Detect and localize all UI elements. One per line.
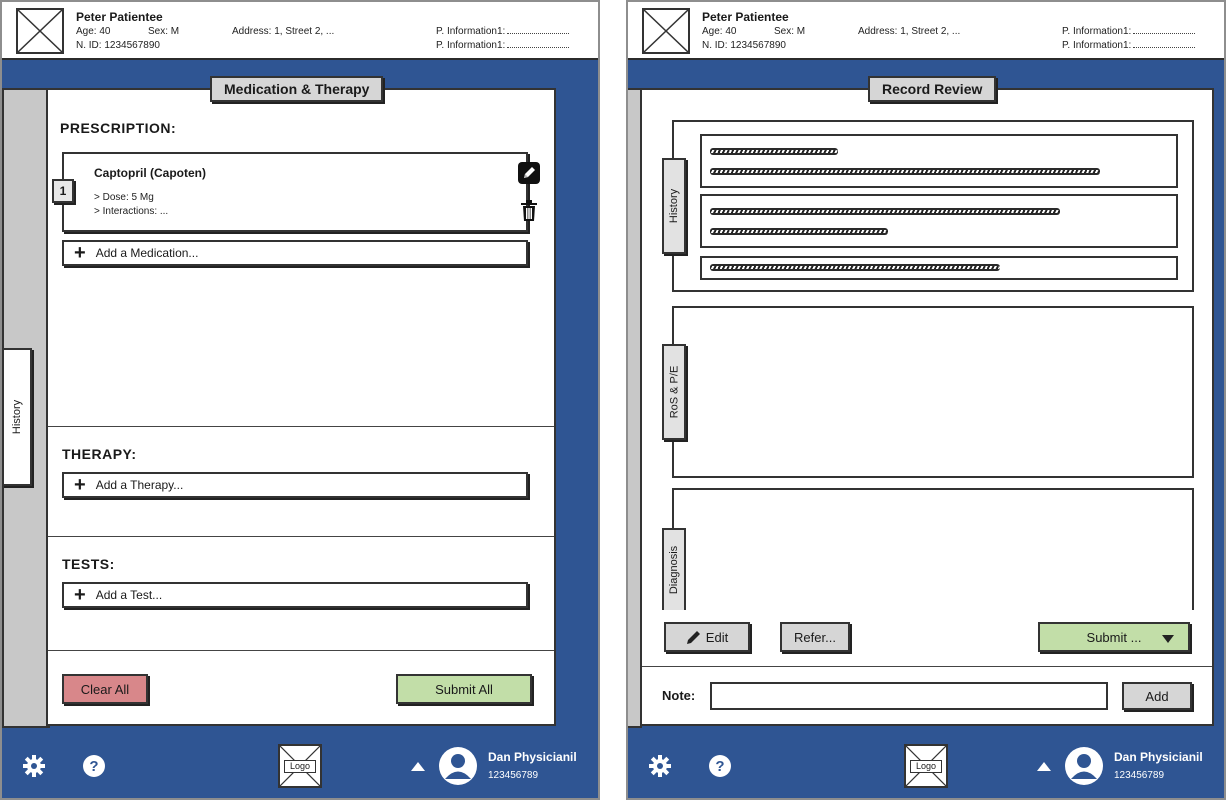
logo — [278, 744, 322, 788]
submit-dropdown-button[interactable] — [1038, 622, 1190, 652]
clear-all-button[interactable]: Clear All — [62, 674, 148, 704]
medication-dose: > Dose: 5 Mg — [94, 192, 154, 203]
submit-all-button[interactable]: Submit All — [396, 674, 532, 704]
patient-info-1 — [1062, 26, 1195, 37]
tab-ros-pe[interactable] — [662, 344, 686, 440]
patient-photo — [16, 8, 64, 54]
medication-interactions: > Interactions: ... — [94, 206, 169, 217]
tab-history[interactable] — [662, 158, 686, 254]
svg-text:?: ? — [89, 758, 99, 775]
patient-info-2 — [436, 40, 569, 51]
add-test-button[interactable] — [62, 582, 528, 608]
plus-icon: + — [74, 474, 86, 496]
patient-address: Address: 1, Street 2, ... — [232, 26, 335, 37]
patient-photo — [642, 8, 690, 54]
caret-down-icon — [1162, 635, 1174, 643]
patient-name: Peter Patientee — [76, 10, 163, 24]
patient-info-2-label: P. Information1: — [436, 40, 506, 51]
patient-sex: Sex: M — [148, 26, 180, 37]
history-entry[interactable] — [700, 194, 1178, 248]
avatar[interactable] — [438, 746, 478, 786]
add-note-button[interactable]: Add — [1122, 682, 1192, 710]
medication-name: Captopril (Capoten) — [94, 166, 206, 180]
pencil-icon[interactable] — [518, 162, 540, 184]
redacted-text — [710, 208, 1060, 215]
patient-info-1-label: P. Information1: — [436, 26, 506, 37]
tab-history-label: History — [668, 188, 681, 224]
redacted-text — [710, 264, 1000, 271]
prescription-label: PRESCRIPTION: — [60, 120, 177, 136]
history-section — [672, 120, 1194, 292]
add-therapy-label: Add a Therapy... — [95, 478, 184, 492]
tests-label: TESTS: — [62, 556, 115, 572]
patient-info-2-label: P. Information1: — [1062, 40, 1132, 51]
note-input[interactable] — [710, 682, 1108, 710]
user-name: Dan Physicianil — [488, 750, 577, 764]
tab-history[interactable] — [2, 348, 32, 486]
redacted-text — [710, 148, 838, 155]
user-id: 123456789 — [1114, 770, 1165, 781]
help-icon[interactable] — [708, 754, 732, 778]
user-id: 123456789 — [488, 770, 539, 781]
content-panel — [640, 88, 1214, 726]
patient-sex: Sex: M — [774, 26, 806, 37]
history-entry[interactable] — [700, 256, 1178, 280]
divider — [642, 666, 1212, 667]
trash-icon[interactable] — [518, 200, 540, 222]
record-review-screen — [626, 0, 1226, 800]
tab-history-label: History — [11, 399, 24, 435]
patient-header — [2, 2, 598, 60]
patient-info-1-label: P. Information1: — [1062, 26, 1132, 37]
screen-title: Medication & Therapy — [210, 76, 383, 102]
patient-header — [628, 2, 1224, 60]
medication-index: 1 — [52, 179, 74, 203]
pencil-icon — [686, 629, 702, 645]
gear-icon[interactable] — [648, 754, 672, 778]
gear-icon[interactable] — [22, 754, 46, 778]
plus-icon: + — [74, 242, 86, 264]
medication-therapy-screen — [0, 0, 600, 800]
ros-section — [672, 306, 1194, 478]
diagnosis-section — [672, 488, 1194, 610]
add-medication-label: Add a Medication... — [95, 246, 199, 260]
content-panel — [46, 88, 556, 726]
add-medication-button[interactable] — [62, 240, 528, 266]
tab-ros-pe-label: RoS & P/E — [668, 365, 681, 419]
screen-title: Record Review — [868, 76, 996, 102]
divider — [48, 650, 554, 651]
user-name: Dan Physicianil — [1114, 750, 1203, 764]
divider — [48, 426, 554, 427]
patient-address: Address: 1, Street 2, ... — [858, 26, 961, 37]
note-label: Note: — [662, 688, 696, 703]
help-icon[interactable] — [82, 754, 106, 778]
redacted-text — [710, 168, 1100, 175]
add-test-label: Add a Test... — [95, 588, 163, 602]
patient-age: Age: 40 — [76, 26, 111, 37]
tab-diagnosis[interactable] — [662, 528, 686, 610]
patient-info-2 — [1062, 40, 1195, 51]
patient-info-1 — [436, 26, 569, 37]
redacted-text — [710, 228, 888, 235]
avatar[interactable] — [1064, 746, 1104, 786]
history-entry[interactable] — [700, 134, 1178, 188]
patient-name: Peter Patientee — [702, 10, 789, 24]
patient-nid: N. ID: 1234567890 — [702, 40, 786, 51]
edit-label: Edit — [705, 629, 729, 645]
logo — [904, 744, 948, 788]
caret-up-icon[interactable] — [410, 760, 426, 772]
divider — [48, 536, 554, 537]
caret-up-icon[interactable] — [1036, 760, 1052, 772]
patient-nid: N. ID: 1234567890 — [76, 40, 160, 51]
submit-label: Submit ... — [1086, 629, 1142, 645]
svg-text:?: ? — [715, 758, 725, 775]
refer-button[interactable]: Refer... — [780, 622, 850, 652]
medication-card[interactable] — [62, 152, 528, 232]
tab-diagnosis-label: Diagnosis — [668, 545, 680, 595]
logo-text: Logo — [910, 760, 942, 773]
plus-icon: + — [74, 584, 86, 606]
patient-age: Age: 40 — [702, 26, 737, 37]
logo-text: Logo — [284, 760, 316, 773]
edit-button[interactable] — [664, 622, 750, 652]
add-therapy-button[interactable] — [62, 472, 528, 498]
therapy-label: THERAPY: — [62, 446, 137, 462]
